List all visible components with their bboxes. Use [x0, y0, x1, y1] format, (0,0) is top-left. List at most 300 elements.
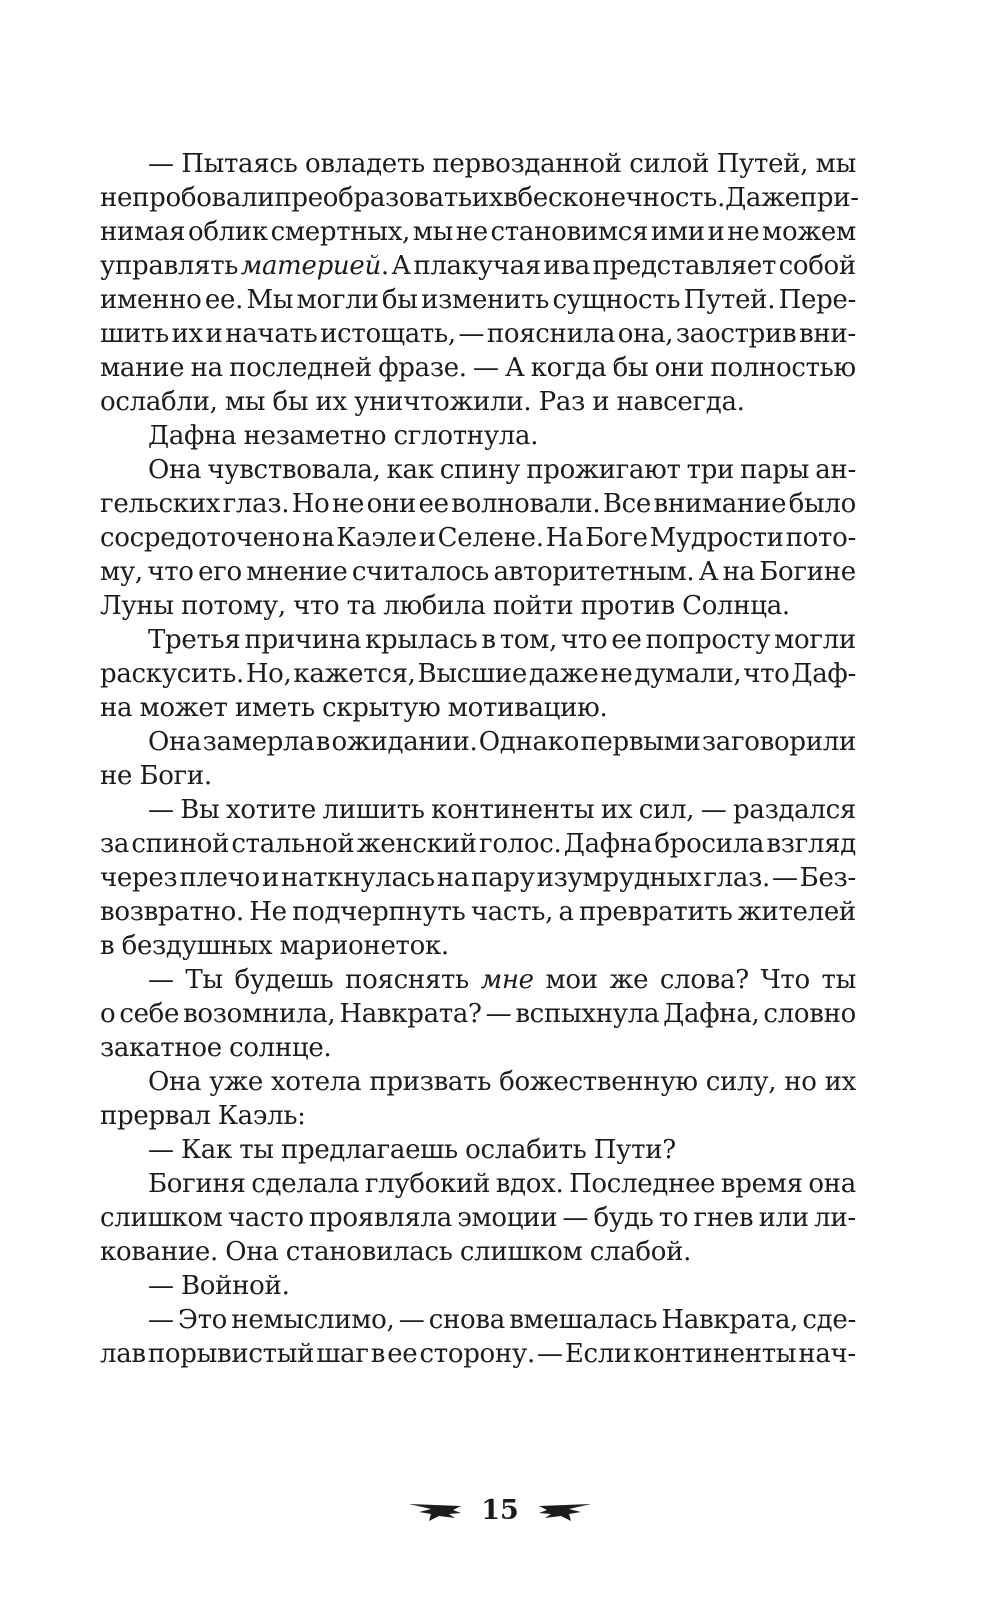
word: Она — [225, 1237, 279, 1267]
word: бы — [272, 387, 309, 417]
text-line — [100, 929, 856, 963]
word: кажется, — [293, 659, 416, 689]
word: незаметно — [243, 421, 387, 451]
word: становилась — [285, 1237, 453, 1267]
word: что — [743, 659, 790, 689]
word: чувствовала, — [207, 455, 381, 485]
word: Навкрата, — [661, 1305, 799, 1335]
word: Раз — [538, 387, 585, 417]
word: ее — [418, 489, 449, 519]
word: ее — [611, 625, 642, 655]
word: немыслимо, — [231, 1305, 395, 1335]
word: Богине — [759, 557, 856, 587]
word: кование. — [100, 1237, 218, 1267]
word: первыми — [580, 727, 701, 757]
word: или — [758, 1203, 809, 1233]
word: время — [720, 1169, 803, 1199]
word: слова? — [659, 965, 749, 995]
word: Она — [148, 455, 202, 485]
word: Пути? — [593, 1135, 676, 1165]
text-line — [100, 1099, 856, 1133]
text-line — [100, 997, 856, 1031]
word: не — [600, 659, 633, 689]
word: континенты — [431, 795, 595, 825]
word: божественную — [499, 1067, 698, 1097]
word: Пытаясь — [181, 149, 298, 179]
text-line — [100, 385, 856, 419]
word: Но — [291, 489, 330, 519]
word: в — [370, 1339, 386, 1369]
text-line — [100, 793, 856, 827]
word: фразе. — [378, 353, 467, 383]
word: Без- — [799, 863, 856, 893]
word: Она — [148, 1067, 202, 1097]
word: не — [727, 217, 760, 247]
word: Луны — [100, 591, 174, 621]
word: ее. — [204, 285, 244, 315]
word: прервал — [100, 1101, 211, 1131]
word: Вы — [180, 795, 220, 825]
word: Как — [180, 1135, 232, 1165]
word: Третья — [148, 625, 241, 655]
word: Навкрата? — [339, 999, 482, 1029]
word: пары — [740, 455, 810, 485]
text-line — [100, 317, 856, 351]
text-line — [100, 1235, 856, 1269]
word: их — [471, 183, 504, 213]
word: любила — [383, 591, 486, 621]
word: возвратно. — [100, 897, 244, 927]
word: мы — [815, 149, 856, 179]
text-line — [100, 249, 856, 283]
word: Она — [148, 727, 202, 757]
word: то — [658, 1203, 689, 1233]
word: может — [139, 693, 228, 723]
word: вдох. — [495, 1169, 564, 1199]
word: слишком — [459, 1237, 583, 1267]
word: пару — [471, 863, 535, 893]
word: — — [473, 353, 499, 383]
text-line — [100, 181, 859, 215]
text-line — [100, 521, 856, 555]
word: солнце. — [229, 1033, 332, 1063]
word: вни- — [799, 319, 856, 349]
word: силу, — [705, 1067, 777, 1097]
word: закатное — [100, 1033, 222, 1063]
word: пробовали — [132, 183, 275, 213]
word: в — [481, 625, 496, 655]
word: заговорили — [701, 727, 856, 757]
word: порывистый — [147, 1339, 315, 1369]
word: и — [418, 523, 436, 553]
word: не — [100, 761, 133, 791]
word: нач- — [798, 1339, 856, 1369]
word: раздался — [733, 795, 856, 825]
word: истощать, — [320, 319, 456, 349]
folio — [0, 1495, 1000, 1526]
word: континенты — [633, 1339, 797, 1369]
word: не — [331, 489, 365, 519]
word: Однако — [478, 727, 580, 757]
word: могли — [774, 625, 856, 655]
word: слишком — [100, 1203, 223, 1233]
word: — — [562, 1203, 589, 1233]
text-line — [100, 147, 856, 181]
text-line — [100, 759, 856, 793]
word: полностью — [710, 353, 856, 383]
word: мне — [480, 965, 534, 995]
text-line — [100, 1133, 856, 1167]
word: глубокий — [364, 1169, 491, 1199]
word: причина — [244, 625, 362, 655]
word: глаз. — [703, 863, 770, 893]
word: Последнее — [569, 1169, 716, 1199]
word: она — [808, 1169, 856, 1199]
word: иметь — [234, 693, 315, 723]
word: му, — [100, 557, 143, 587]
word: мы — [412, 217, 454, 247]
word: — — [148, 965, 174, 995]
word: их — [171, 319, 203, 349]
word: внимание — [653, 489, 787, 519]
page-body — [100, 147, 859, 1371]
text-line — [100, 1269, 856, 1303]
word: сделала — [251, 1169, 360, 1199]
text-line — [100, 691, 856, 725]
word: ива — [543, 251, 590, 281]
word: их — [824, 1067, 856, 1097]
word: — — [148, 795, 174, 825]
word: и — [592, 387, 610, 417]
word: сосредоточено — [100, 523, 301, 553]
word: подчерпнуть — [292, 897, 466, 927]
word: представляет — [592, 251, 777, 281]
word: замерла — [202, 727, 315, 757]
word: взгляд — [766, 829, 856, 859]
word: сил, — [638, 795, 695, 825]
word: снова — [428, 1305, 505, 1335]
text-line — [100, 963, 856, 997]
word: Не — [249, 897, 287, 927]
word: можем — [762, 217, 856, 247]
word: — — [148, 1271, 174, 1301]
word: крылась — [365, 625, 478, 655]
word: за — [100, 829, 130, 859]
word: на — [302, 523, 335, 553]
word: против — [580, 591, 675, 621]
word: пото- — [785, 523, 856, 553]
text-line — [100, 1031, 856, 1065]
word: голос. — [479, 829, 562, 859]
word: скрытую — [322, 693, 441, 723]
text-line — [100, 589, 856, 623]
text-line — [100, 1303, 856, 1337]
word: на — [190, 353, 223, 383]
word: о — [100, 999, 116, 1029]
word: что — [561, 625, 608, 655]
word: хотела — [270, 1067, 362, 1097]
word: в — [503, 183, 518, 213]
word: На — [545, 523, 584, 553]
word: — — [700, 795, 727, 825]
word: ты — [239, 1135, 274, 1165]
text-line — [100, 555, 856, 589]
word: Мудрости — [649, 523, 784, 553]
word: ли- — [814, 1203, 856, 1233]
word: слабой. — [589, 1237, 692, 1267]
left-wing-ornament-icon — [409, 1500, 463, 1522]
word: спиной — [131, 829, 230, 859]
text-line — [100, 453, 856, 487]
word: через — [100, 863, 178, 893]
word: Но, — [245, 659, 292, 689]
word: жителей — [737, 897, 856, 927]
word: заострив — [675, 319, 797, 349]
word: последней — [229, 353, 372, 383]
word: уже — [209, 1067, 263, 1097]
word: потому, — [181, 591, 286, 621]
word: Высшие — [417, 659, 527, 689]
word: ан- — [815, 455, 856, 485]
word: А — [698, 557, 719, 587]
word: мотивацию. — [447, 693, 608, 723]
word: — — [398, 1305, 425, 1335]
word: шить — [100, 319, 169, 349]
word: изменить — [421, 285, 550, 315]
word: вспыхнула — [515, 999, 660, 1029]
word: а — [558, 897, 574, 927]
word: Каэль: — [217, 1101, 306, 1131]
word: бросила — [654, 829, 765, 859]
text-line — [100, 487, 856, 521]
word: бы — [612, 353, 649, 383]
word: — — [148, 1135, 174, 1165]
word: Это — [177, 1305, 228, 1335]
word: стальной — [231, 829, 355, 859]
word: сторону. — [419, 1339, 535, 1369]
word: та — [346, 591, 376, 621]
word: эмоции — [457, 1203, 558, 1233]
word: ослабли, — [100, 387, 218, 417]
word: изумрудных — [536, 863, 702, 893]
word: лишить — [322, 795, 425, 825]
text-line — [100, 827, 856, 861]
text-line — [100, 1065, 856, 1099]
word: в — [100, 931, 115, 961]
word: будь — [593, 1203, 654, 1233]
word: Войной. — [180, 1271, 290, 1301]
text-line — [100, 283, 856, 317]
word: Боги. — [139, 761, 212, 791]
word: возомнила, — [183, 999, 336, 1029]
word: они — [654, 353, 705, 383]
word: раскусить. — [100, 659, 244, 689]
word: Дафна, — [663, 999, 760, 1029]
word: смертных, — [270, 217, 411, 247]
text-line — [100, 1201, 856, 1235]
word: сглотнула. — [393, 421, 539, 451]
word: Дафна — [148, 421, 237, 451]
word: — — [537, 1339, 563, 1369]
word: было — [788, 489, 856, 519]
word: сде- — [802, 1305, 856, 1335]
word: мои — [545, 965, 598, 995]
word: материей. — [240, 251, 389, 281]
word: том, — [499, 625, 558, 655]
word: гнев — [693, 1203, 754, 1233]
word: бы — [381, 285, 418, 315]
word: часть, — [470, 897, 554, 927]
word: ее — [387, 1339, 418, 1369]
word: ослабить — [465, 1135, 587, 1165]
word: спину — [439, 455, 521, 485]
word: что — [147, 557, 194, 587]
word: наткнулась — [280, 863, 435, 893]
word: навсегда. — [616, 387, 745, 417]
word: бездушных — [121, 931, 273, 961]
word: лав — [100, 1339, 146, 1369]
word: предлагаешь — [280, 1135, 458, 1165]
word: Каэле — [336, 523, 417, 553]
word: считалось — [351, 557, 490, 587]
text-line — [100, 419, 856, 453]
word: она, — [617, 319, 674, 349]
word: на — [722, 557, 755, 587]
word: их — [315, 387, 347, 417]
word: становимся — [490, 217, 649, 247]
word: могли — [296, 285, 379, 315]
word: — — [148, 149, 174, 179]
text-line — [100, 351, 856, 385]
text-line — [100, 1337, 856, 1371]
word: же — [609, 965, 649, 995]
word: его — [198, 557, 242, 587]
word: — — [458, 319, 485, 349]
word: женский — [356, 829, 477, 859]
word: хотите — [226, 795, 316, 825]
word: что — [293, 591, 340, 621]
word: именно — [100, 285, 202, 315]
word: часто — [227, 1203, 304, 1233]
word: ими — [650, 217, 705, 247]
word: не — [100, 183, 133, 213]
word: как — [386, 455, 434, 485]
word: марионеток. — [279, 931, 449, 961]
word: Солнца. — [682, 591, 790, 621]
word: при- — [799, 183, 859, 213]
word: облик — [187, 217, 268, 247]
word: первозданной — [432, 149, 622, 179]
word: гельских — [100, 489, 221, 519]
word: на — [100, 693, 133, 723]
text-line — [100, 1167, 856, 1201]
word: преобразовать — [274, 183, 472, 213]
word: Что — [760, 965, 810, 995]
word: прожигают — [526, 455, 681, 485]
word: Дафна — [563, 829, 653, 859]
word: и — [707, 217, 725, 247]
word: на — [436, 863, 470, 893]
word: уничтожили. — [354, 387, 532, 417]
word: Даф- — [791, 659, 856, 689]
word: мы — [224, 387, 266, 417]
text-line — [100, 725, 856, 759]
word: словно — [763, 999, 856, 1029]
text-line — [100, 657, 856, 691]
word: пояснять — [345, 965, 469, 995]
word: бесконечность. — [517, 183, 726, 213]
word: плечо — [179, 863, 260, 893]
word: Богиня — [148, 1169, 246, 1199]
word: пояснила — [486, 319, 616, 349]
word: — — [148, 1305, 174, 1335]
word: вмешалась — [509, 1305, 658, 1335]
word: силой — [629, 149, 710, 179]
word: даже — [528, 659, 599, 689]
word: призвать — [369, 1067, 492, 1097]
word: они — [366, 489, 417, 519]
word: управлять — [100, 251, 239, 281]
word: Боге — [585, 523, 648, 553]
word: и — [205, 319, 223, 349]
word: и — [261, 863, 279, 893]
word: Все — [602, 489, 651, 519]
word: превратить — [579, 897, 733, 927]
word: глаз. — [222, 489, 290, 519]
word: шаг — [316, 1339, 369, 1369]
word: ожидании. — [331, 727, 478, 757]
text-line — [100, 623, 856, 657]
right-wing-ornament-icon — [537, 1500, 591, 1522]
text-line — [100, 215, 856, 249]
word: авторитетным. — [493, 557, 695, 587]
word: Ты — [185, 965, 223, 995]
word: будешь — [234, 965, 334, 995]
word: овладеть — [304, 149, 425, 179]
word: — — [771, 863, 798, 893]
word: ты — [821, 965, 856, 995]
word: Путей. — [683, 285, 776, 315]
word: плакучая — [413, 251, 541, 281]
word: сущность — [552, 285, 681, 315]
word: собой — [778, 251, 856, 281]
word: Если — [564, 1339, 632, 1369]
word: Даже — [725, 183, 800, 213]
word: А — [505, 353, 525, 383]
word: но — [784, 1067, 817, 1097]
text-line — [100, 861, 856, 895]
word: проявляла — [309, 1203, 452, 1233]
word: когда — [530, 353, 607, 383]
word: Путей, — [716, 149, 809, 179]
page-number: 15 — [481, 1495, 519, 1526]
word: их — [600, 795, 633, 825]
word: себе — [119, 999, 180, 1029]
word: попросту — [645, 625, 771, 655]
word: мание — [100, 353, 185, 383]
word: волновали. — [451, 489, 601, 519]
word: мнение — [246, 557, 348, 587]
word: Мы — [246, 285, 294, 315]
word: в — [315, 727, 331, 757]
word: не — [455, 217, 488, 247]
word: А — [391, 251, 411, 281]
word: нимая — [100, 217, 186, 247]
word: пойти — [492, 591, 574, 621]
word: Пере- — [778, 285, 856, 315]
word: начать — [225, 319, 318, 349]
word: Селене. — [437, 523, 544, 553]
